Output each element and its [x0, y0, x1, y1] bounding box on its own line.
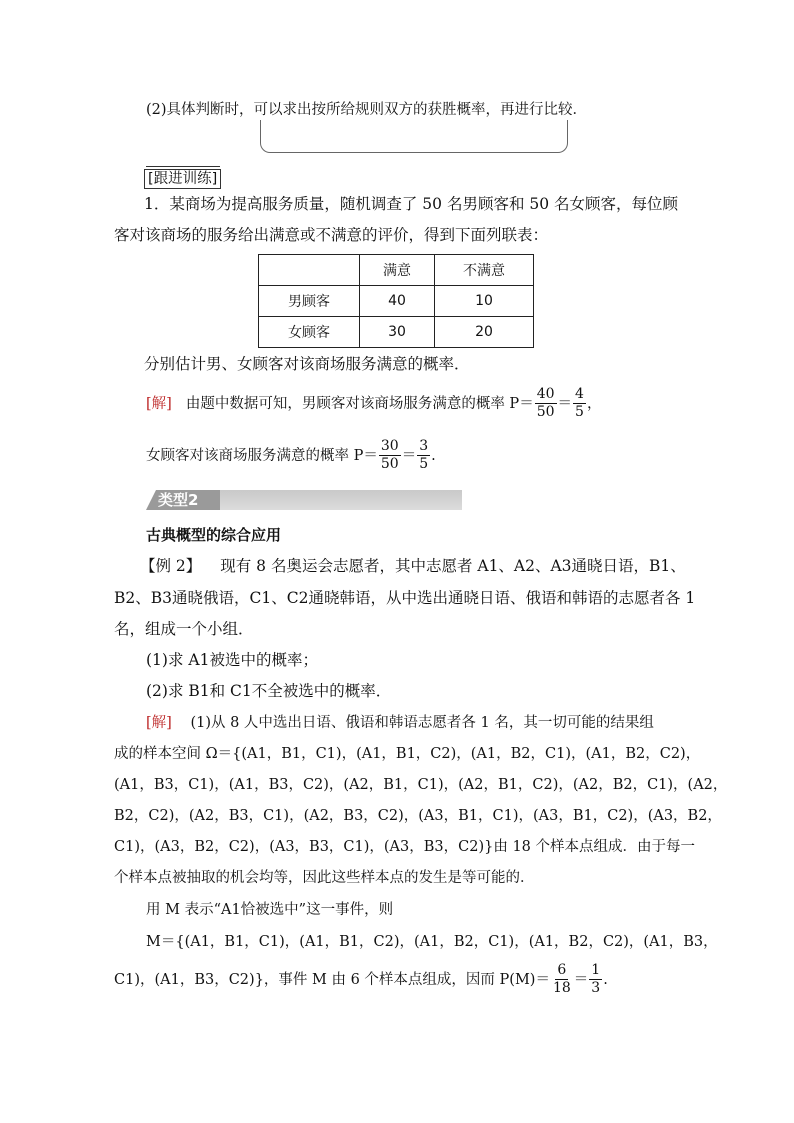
fraction: $\frac{4}{5}$	[575, 386, 584, 420]
type-banner	[146, 490, 462, 510]
solution-tag: [解]	[146, 395, 172, 412]
example2-solution-line9: C1)，(A1，B3，C2)}，事件 M 由 6 个样本点组成，因而 P(M)＝ $\frac{6}{18}$ ＝ $\frac{1}{3}$ .	[114, 962, 608, 996]
table-header-row	[259, 255, 534, 286]
problem1-solution-line2: 女顾客对该商场服务满意的概率 P＝ $\frac{30}{50}$ ＝ $\frac{3}{5}$ .	[146, 438, 436, 472]
remark-bracket-divider	[260, 120, 568, 153]
fraction: $\frac{40}{50}$	[536, 386, 555, 420]
solution-text: 由题中数据可知，男顾客对该商场服务满意的概率 P＝	[185, 395, 534, 412]
example2-line3: 名，组成一个小组．	[114, 620, 254, 638]
table-row	[259, 286, 534, 317]
problem1-question: 分别估计男、女顾客对该商场服务满意的概率．	[144, 355, 470, 373]
table-header-cell: 满意	[360, 255, 435, 286]
table-cell: 女顾客	[259, 317, 360, 348]
fraction: $\frac{30}{50}$	[380, 438, 399, 472]
solution-text: 女顾客对该商场服务满意的概率 P＝	[146, 447, 378, 464]
example2-line1	[140, 556, 686, 576]
contingency-table	[258, 254, 534, 348]
solution-tag: [解]	[146, 715, 172, 731]
table-cell: 30	[360, 317, 435, 348]
example2-solution-line1	[146, 713, 654, 733]
section-title: 古典概型的综合应用	[146, 526, 282, 544]
example2-solution-line3: (A1，B3，C1)，(A1，B3，C2)，(A2，B1，C1)，(A2，B1，C2)，(A2，B2，C1)，(A2，	[114, 777, 728, 793]
table-cell: 40	[360, 286, 435, 317]
example-text: 现有 8 名奥运会志愿者，其中志愿者 A1、A2、A3通晓日语，B1、	[220, 557, 686, 575]
practice-tag: [跟进训练]	[144, 168, 221, 189]
example2-solution-line5: C1)，(A3，B2，C2)，(A3，B3，C1)，(A3，B3，C2)}由 18 个样本点组成．由于每一	[114, 839, 696, 855]
example2-solution-line6: 个样本点被抽取的机会均等，因此这些样本点的发生是等可能的．	[114, 870, 535, 886]
table-row	[259, 317, 534, 348]
example2-q2: (2)求 B1和 C1不全被选中的概率．	[146, 682, 392, 700]
table-cell: 10	[435, 286, 534, 317]
problem1-line2: 客对该商场的服务给出满意或不满意的评价，得到下面列联表：	[114, 226, 549, 244]
table-cell: 男顾客	[259, 286, 360, 317]
solution-text: C1)，(A1，B3，C2)}，事件 M 由 6 个样本点组成，因而 P(M)＝	[114, 971, 550, 988]
example2-solution-line7: 用 M 表示“A1恰被选中”这一事件，则	[146, 902, 394, 918]
example2-solution-line2: 成的样本空间 Ω＝{(A1，B1，C1)，(A1，B1，C2)，(A1，B2，C1)，(A1，B2，C2)，	[114, 746, 701, 762]
table-cell: 20	[435, 317, 534, 348]
problem1-solution-line1: [解] 由题中数据可知，男顾客对该商场服务满意的概率 P＝ $\frac{40}{50}$ ＝ $\frac{4}{5}$ ，	[146, 386, 602, 420]
example2-solution-line8: M＝{(A1，B1，C1)，(A1，B1，C2)，(A1，B2，C1)，(A1，B2，C2)，(A1，B3，	[146, 934, 718, 950]
example2-line2: B2、B3通晓俄语，C1、C2通晓韩语，从中选出通晓日语、俄语和韩语的志愿者各 1	[114, 589, 696, 607]
fraction: $\frac{6}{18}$	[552, 962, 571, 996]
table-cell	[259, 255, 360, 286]
practice-tag-rule	[146, 166, 220, 167]
type-label: 类型2	[146, 490, 220, 510]
table-header-cell: 不满意	[435, 255, 534, 286]
solution-text: (1)从 8 人中选出日语、俄语和韩语志愿者各 1 名，其一切可能的结果组	[190, 715, 654, 731]
problem1-line1: 1．某商场为提高服务质量，随机调查了 50 名男顾客和 50 名女顾客，每位顾	[144, 195, 679, 213]
example-tag: 【例 2】	[140, 557, 202, 575]
banner-notch	[146, 490, 156, 510]
remark-text: (2)具体判断时，可以求出按所给规则双方的获胜概率，再进行比较．	[146, 102, 588, 118]
example2-q1: (1)求 A1被选中的概率；	[146, 651, 318, 669]
fraction: $\frac{3}{5}$	[419, 438, 429, 472]
example2-solution-line4: B2，C2)，(A2，B3，C1)，(A2，B3，C2)，(A3，B1，C1)，(A3，B1，C2)，(A3，B2，	[114, 808, 722, 824]
fraction: $\frac{1}{3}$	[591, 962, 601, 996]
